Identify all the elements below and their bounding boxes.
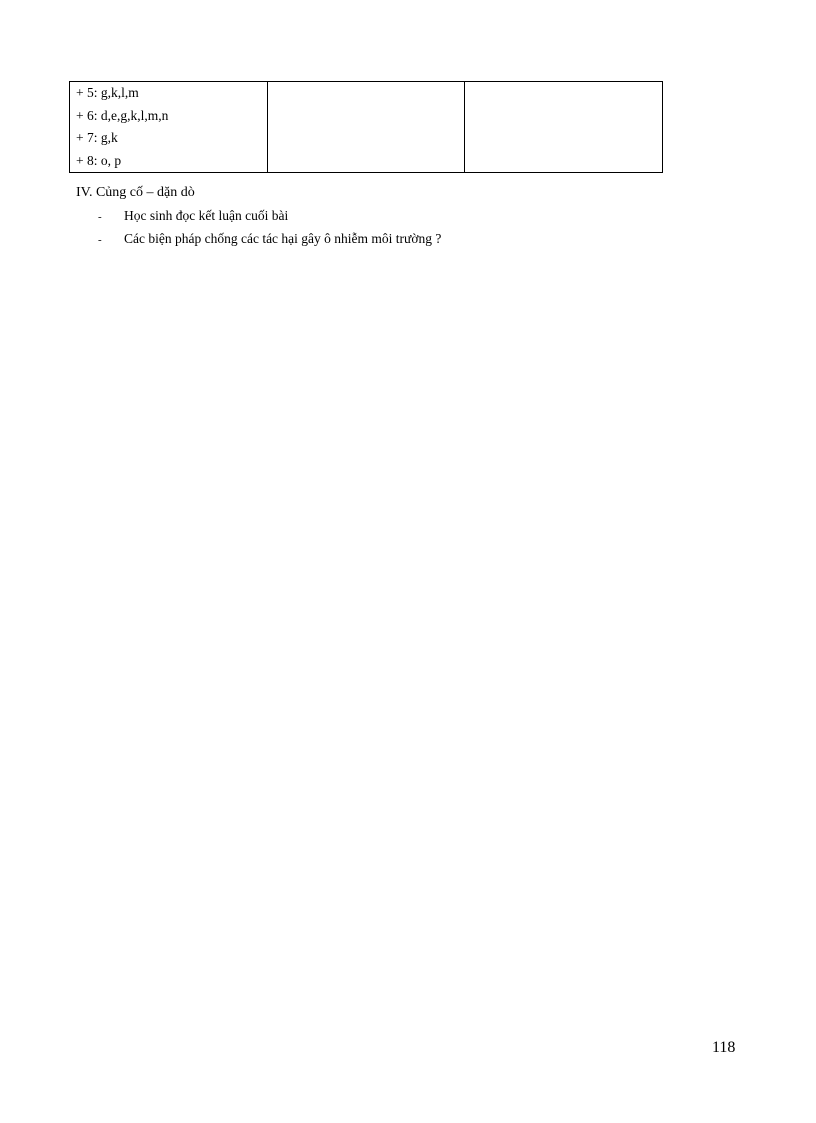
list-item bbox=[98, 230, 441, 249]
table-cell-empty bbox=[465, 82, 663, 173]
bullet-marker: - bbox=[98, 234, 102, 246]
table-row bbox=[70, 82, 663, 173]
cell-line: + 7: g,k bbox=[76, 130, 118, 145]
page-number: 118 bbox=[712, 1039, 736, 1056]
cell-line: + 8: o, p bbox=[76, 152, 122, 168]
list-item-text: Các biện pháp chống các tác hại gây ô nhiễm môi trường ? bbox=[124, 231, 442, 246]
table-cell-empty bbox=[268, 82, 465, 173]
cell-line: + 6: d,e,g,k,l,m,n bbox=[76, 107, 169, 123]
section-heading: IV. Củng cố – dặn dò bbox=[76, 185, 195, 200]
list-item bbox=[98, 207, 288, 226]
cell-line: + 5: g,k,l,m bbox=[76, 85, 139, 100]
bullet-marker: - bbox=[98, 211, 102, 223]
table-cell bbox=[70, 82, 268, 173]
list-item-text: Học sinh đọc kết luận cuối bài bbox=[124, 208, 289, 223]
content-table bbox=[69, 81, 663, 173]
